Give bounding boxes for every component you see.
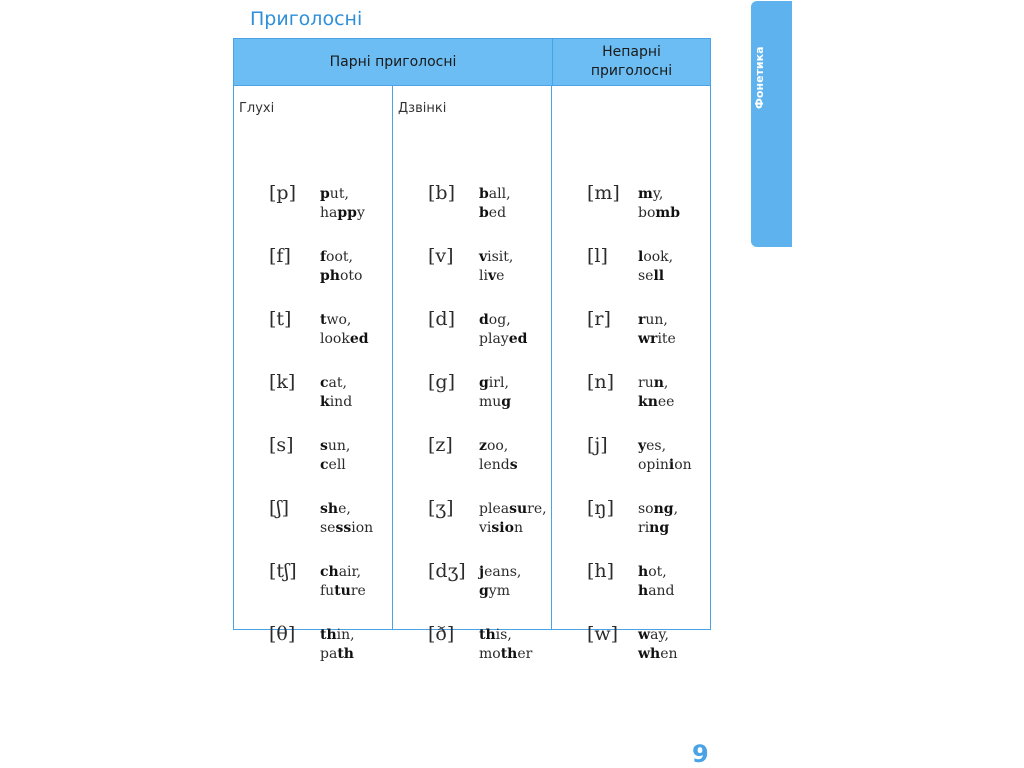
consonant-row <box>234 308 392 371</box>
word-part: li <box>479 268 488 284</box>
header-paired-consonants: Парні приголосні <box>234 39 553 85</box>
consonant-row <box>234 245 392 308</box>
example-word <box>479 645 532 664</box>
highlighted-letters: w <box>638 627 651 643</box>
highlighted-letters: i <box>668 457 675 473</box>
example-words <box>638 248 673 286</box>
example-word <box>638 204 680 223</box>
example-word <box>320 456 350 475</box>
consonant-row <box>234 623 392 686</box>
example-words <box>638 185 680 223</box>
example-word <box>479 248 513 267</box>
phonetic-symbol: [d] <box>428 308 455 330</box>
word-part: re, <box>527 501 547 517</box>
example-word <box>638 563 675 582</box>
phonetic-symbol: [θ] <box>269 623 296 645</box>
example-words <box>320 248 362 286</box>
consonant-row <box>393 245 551 308</box>
example-word <box>320 519 373 538</box>
phonetic-symbol: [r] <box>587 308 611 330</box>
word-part: ru <box>638 375 654 391</box>
column-heading: Глухі <box>239 101 275 116</box>
example-word <box>638 311 676 330</box>
example-word <box>320 582 366 601</box>
highlighted-letters: wh <box>638 646 661 662</box>
example-words <box>479 626 532 664</box>
example-words <box>479 311 527 349</box>
table-header <box>234 39 710 86</box>
word-part: wo, <box>326 312 352 328</box>
word-part: lend <box>479 457 510 473</box>
word-part: y, <box>652 186 664 202</box>
word-part: on <box>674 457 692 473</box>
word-part: ym <box>488 583 510 599</box>
example-word <box>479 437 518 456</box>
section-side-tab[interactable] <box>751 1 792 247</box>
highlighted-letters: th <box>479 627 496 643</box>
example-words <box>320 374 352 412</box>
example-word <box>638 248 673 267</box>
word-part: se <box>638 268 654 284</box>
highlighted-letters: mb <box>655 205 680 221</box>
word-part: mo <box>479 646 501 662</box>
word-part: isit, <box>487 249 514 265</box>
phonetic-symbol: [z] <box>428 434 453 456</box>
phonetic-symbol: [tʃ] <box>269 560 297 582</box>
column-heading: Дзвінкі <box>398 101 447 116</box>
highlighted-letters: ch <box>320 564 339 580</box>
highlighted-letters: ed <box>508 331 528 347</box>
highlighted-letters: ll <box>653 268 665 284</box>
phonetic-symbol: [b] <box>428 182 455 204</box>
example-word <box>479 185 511 204</box>
word-part: oo, <box>486 438 509 454</box>
word-part: air, <box>338 564 362 580</box>
word-part: plea <box>479 501 510 517</box>
consonant-row <box>552 371 709 434</box>
highlighted-letters: su <box>509 501 528 517</box>
example-word <box>479 393 511 412</box>
consonant-row <box>393 434 551 497</box>
example-word <box>479 456 518 475</box>
highlighted-letters: y <box>638 438 647 454</box>
consonant-row <box>393 623 551 686</box>
example-word <box>638 645 678 664</box>
word-part: play <box>479 331 509 347</box>
consonant-row <box>393 308 551 371</box>
example-words <box>320 437 350 475</box>
word-part: un, <box>645 312 668 328</box>
highlighted-letters: tu <box>334 583 351 599</box>
word-part: pa <box>320 646 338 662</box>
phonetic-symbol: [t] <box>269 308 292 330</box>
example-word <box>320 311 369 330</box>
word-part: e <box>496 268 505 284</box>
word-part: irl, <box>488 375 509 391</box>
phonetic-symbol: [j] <box>587 434 608 456</box>
example-word <box>320 267 362 286</box>
word-part: e, <box>338 501 351 517</box>
example-word <box>638 393 674 412</box>
word-part: in, <box>336 627 355 643</box>
highlighted-letters: sio <box>491 520 514 536</box>
word-part: so <box>638 501 654 517</box>
word-part: at, <box>328 375 347 391</box>
word-part: en <box>660 646 678 662</box>
example-word <box>479 330 527 349</box>
example-words <box>320 311 369 349</box>
highlighted-letters: ed <box>349 331 369 347</box>
example-words <box>479 563 521 601</box>
example-words <box>320 185 365 223</box>
word-part: og, <box>488 312 511 328</box>
phonetic-symbol: [dʒ] <box>428 560 466 582</box>
word-part: es, <box>646 438 667 454</box>
example-word <box>479 626 532 645</box>
word-part: vi <box>479 520 492 536</box>
side-tab-label: Фонетика <box>753 46 766 109</box>
example-word <box>638 456 692 475</box>
column-voiced <box>393 85 552 662</box>
word-part: fu <box>320 583 335 599</box>
word-part: ot, <box>648 564 667 580</box>
word-part: ed <box>488 205 507 221</box>
phonetic-symbol: [h] <box>587 560 615 582</box>
highlighted-letters: m <box>638 186 653 202</box>
consonant-row <box>393 560 551 623</box>
consonant-row <box>234 182 392 245</box>
phonetic-symbol: [l] <box>587 245 608 267</box>
consonant-row <box>552 308 709 371</box>
example-word <box>320 437 350 456</box>
highlighted-letters: v <box>479 249 488 265</box>
word-part: ee <box>657 394 675 410</box>
highlighted-letters: l <box>638 249 644 265</box>
word-part: ut, <box>329 186 349 202</box>
example-word <box>638 626 678 645</box>
word-part: oot, <box>326 249 353 265</box>
consonant-row <box>552 623 709 686</box>
phonetic-symbol: [ŋ] <box>587 497 615 519</box>
example-word <box>320 374 352 393</box>
phonetic-symbol: [ʒ] <box>428 497 454 519</box>
highlighted-letters: s <box>509 457 518 473</box>
highlighted-letters: kn <box>638 394 658 410</box>
highlighted-letters: g <box>479 375 489 391</box>
header-unpaired-consonants: Непарні приголосні <box>590 44 673 79</box>
example-words <box>638 374 674 412</box>
consonant-row <box>393 182 551 245</box>
example-words <box>638 437 692 475</box>
word-part: ell <box>328 457 346 473</box>
consonant-row <box>393 371 551 434</box>
word-part: mu <box>479 394 502 410</box>
example-words <box>479 500 547 538</box>
example-words <box>638 563 675 601</box>
word-part: opin <box>638 457 669 473</box>
example-word <box>320 248 362 267</box>
example-words <box>638 626 678 664</box>
word-part: ook, <box>643 249 674 265</box>
example-word <box>320 563 366 582</box>
consonant-row <box>552 560 709 623</box>
highlighted-letters: z <box>479 438 487 454</box>
highlighted-letters: pp <box>337 205 357 221</box>
highlighted-letters: th <box>320 627 337 643</box>
example-word <box>479 374 511 393</box>
word-part: ind <box>329 394 353 410</box>
example-word <box>479 267 513 286</box>
example-words <box>320 626 355 664</box>
highlighted-letters: ng <box>653 501 674 517</box>
word-part: , <box>673 501 679 517</box>
example-word <box>479 519 547 538</box>
word-part: un, <box>327 438 351 454</box>
word-part: ha <box>320 205 338 221</box>
example-word <box>479 311 527 330</box>
word-part: er <box>517 646 533 662</box>
word-part: and <box>648 583 675 599</box>
highlighted-letters: j <box>479 564 485 580</box>
phonetic-symbol: [w] <box>587 623 619 645</box>
consonant-row <box>393 497 551 560</box>
highlighted-letters: f <box>320 249 327 265</box>
highlighted-letters: t <box>320 312 327 328</box>
example-word <box>638 185 680 204</box>
highlighted-letters: v <box>487 268 497 284</box>
phonetic-symbol: [k] <box>269 371 296 393</box>
example-words <box>638 311 676 349</box>
phonetic-symbol: [v] <box>428 245 454 267</box>
word-part: look <box>320 331 350 347</box>
highlighted-letters: th <box>500 646 518 662</box>
highlighted-letters: n <box>653 375 664 391</box>
highlighted-letters: c <box>320 457 329 473</box>
example-word <box>479 204 511 223</box>
example-word <box>479 563 521 582</box>
example-words <box>638 500 678 538</box>
example-word <box>479 582 521 601</box>
page-number: 9 <box>692 740 709 768</box>
word-part: ri <box>638 520 650 536</box>
highlighted-letters: c <box>320 375 329 391</box>
phonetic-symbol: [s] <box>269 434 294 456</box>
highlighted-letters: sh <box>320 501 339 517</box>
highlighted-letters: ph <box>320 268 340 284</box>
consonant-row <box>552 182 709 245</box>
example-word <box>638 437 692 456</box>
word-part: is, <box>495 627 512 643</box>
word-part: all, <box>488 186 511 202</box>
word-part: oto <box>339 268 363 284</box>
highlighted-letters: g <box>501 394 512 410</box>
example-word <box>638 374 674 393</box>
highlighted-letters: g <box>479 583 489 599</box>
consonant-row <box>234 497 392 560</box>
consonant-row <box>234 434 392 497</box>
highlighted-letters: b <box>479 205 489 221</box>
word-part: eans, <box>484 564 522 580</box>
example-word <box>320 330 369 349</box>
consonants-table <box>233 38 711 662</box>
example-word <box>320 204 365 223</box>
example-word <box>320 185 365 204</box>
word-part: bo <box>638 205 656 221</box>
word-part: se <box>320 520 336 536</box>
example-word <box>638 267 673 286</box>
example-words <box>320 563 366 601</box>
consonant-row <box>234 371 392 434</box>
example-words <box>479 248 513 286</box>
word-part: ion <box>351 520 374 536</box>
phonetic-symbol: [m] <box>587 182 620 204</box>
highlighted-letters: k <box>320 394 330 410</box>
phonetic-symbol: [ð] <box>428 623 455 645</box>
highlighted-letters: h <box>638 564 649 580</box>
highlighted-letters: ss <box>335 520 352 536</box>
highlighted-letters: ng <box>649 520 670 536</box>
example-word <box>638 500 678 519</box>
word-part: y <box>356 205 365 221</box>
highlighted-letters: s <box>320 438 328 454</box>
highlighted-letters: th <box>337 646 354 662</box>
consonant-row <box>552 245 709 308</box>
example-word <box>320 500 373 519</box>
consonant-row <box>234 560 392 623</box>
highlighted-letters: p <box>320 186 330 202</box>
phonetic-symbol: [ʃ] <box>269 497 289 519</box>
example-word <box>320 645 355 664</box>
phonetic-symbol: [n] <box>587 371 615 393</box>
word-part: n <box>513 520 523 536</box>
example-words <box>479 185 511 223</box>
example-words <box>479 437 518 475</box>
consonant-row <box>552 434 709 497</box>
example-word <box>638 330 676 349</box>
consonant-row <box>552 497 709 560</box>
phonetic-symbol: [g] <box>428 371 455 393</box>
word-part: ite <box>657 331 676 347</box>
highlighted-letters: r <box>638 312 646 328</box>
example-word <box>479 500 547 519</box>
phonetic-symbol: [p] <box>269 182 296 204</box>
column-voiceless <box>234 85 393 662</box>
highlighted-letters: h <box>638 583 649 599</box>
phonetic-symbol: [f] <box>269 245 291 267</box>
example-word <box>320 626 355 645</box>
word-part: , <box>663 375 669 391</box>
highlighted-letters: b <box>479 186 489 202</box>
example-words <box>320 500 373 538</box>
example-word <box>320 393 352 412</box>
example-word <box>638 582 675 601</box>
page-title: Приголосні <box>250 8 363 30</box>
word-part: ay, <box>650 627 669 643</box>
column-unpaired <box>552 85 709 662</box>
highlighted-letters: wr <box>638 331 658 347</box>
example-words <box>479 374 511 412</box>
highlighted-letters: d <box>479 312 489 328</box>
example-word <box>638 519 678 538</box>
word-part: re <box>350 583 366 599</box>
